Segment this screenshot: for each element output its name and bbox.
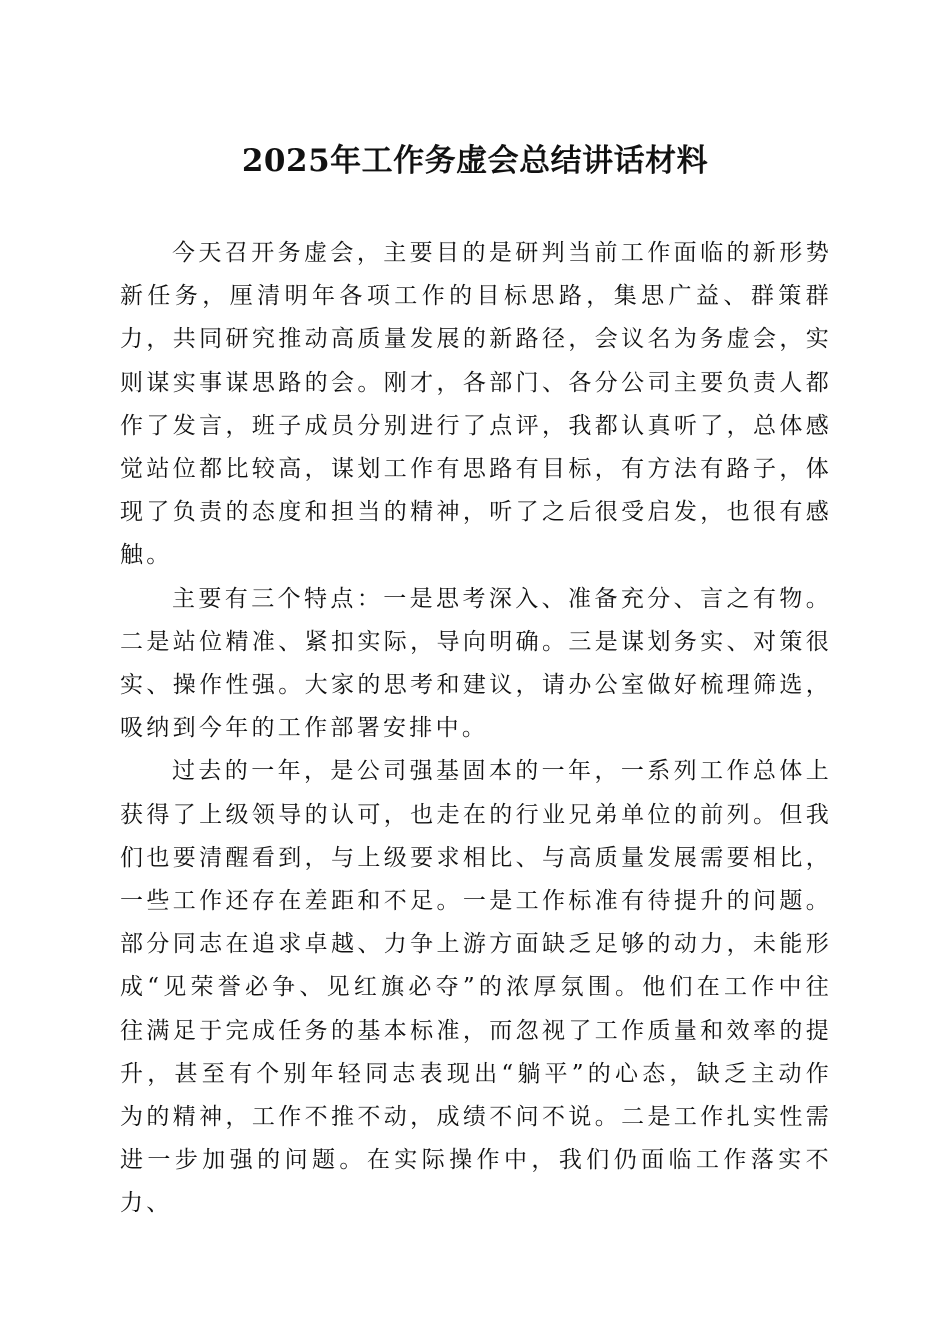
document-body — [120, 232, 832, 1226]
document-title: 2025年工作务虚会总结讲话材料 — [241, 143, 709, 179]
paragraph-2: 主要有三个特点：一是思考深入、准备充分、言之有物。二是站位精准、紧扣实际，导向明确。三是谋划务实、对策很实、操作性强。大家的思考和建议，请办公室做好梳理筛选，吸纳到今年的工作部署安排中。 — [120, 585, 832, 742]
paragraph-3: 过去的一年，是公司强基固本的一年，一系列工作总体上获得了上级领导的认可，也走在的行业兄弟单位的前列。但我们也要清醒看到，与上级要求相比、与高质量发展需要相比，一些工作还存在差距和不足。一是工作标准有待提升的问题。部分同志在追求卓越、力争上游方面缺乏足够的动力，未能形成“见荣誉必争、见红旗必夺”的浓厚氛围。他们在工作中往往满足于完成任务的基本标准，而忽视了工作质量和效率的提升，甚至有个别年轻同志表现出“躺平”的心态，缺乏主动作为的精神，工作不推不动，成绩不问不说。二是工作扎实性需进一步加强的问题。在实际操作中，我们仍面临工作落实不力、 — [120, 758, 832, 1217]
paragraph-1: 今天召开务虚会，主要目的是研判当前工作面临的新形势新任务，厘清明年各项工作的目标思路，集思广益、群策群力，共同研究推动高质量发展的新路径，会议名为务虚会，实则谋实事谋思路的会。刚才，各部门、各分公司主要负责人都作了发言，班子成员分别进行了点评，我都认真听了，总体感觉站位都比较高，谋划工作有思路有目标，有方法有路子，体现了负责的态度和担当的精神，听了之后很受启发，也很有感触。 — [120, 240, 832, 569]
